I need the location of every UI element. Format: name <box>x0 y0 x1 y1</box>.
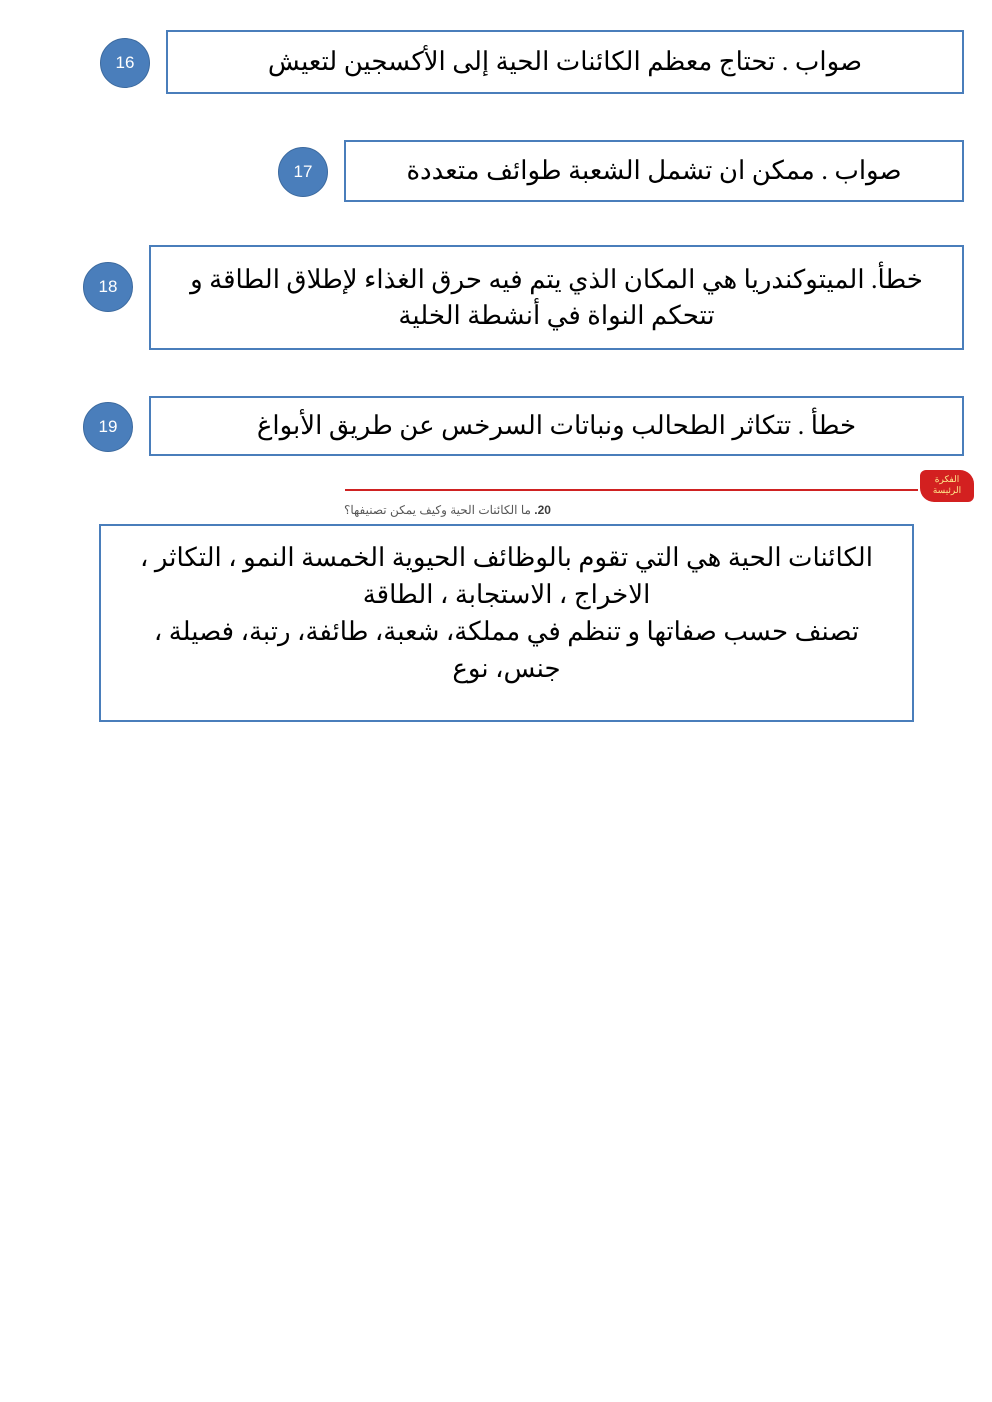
summary-line-1: الكائنات الحية هي التي تقوم بالوظائف الحيوية الخمسة النمو ، التكاثر ، الاخراج ، الاستجابة ، الطاقة <box>140 543 873 609</box>
main-idea-seal-icon <box>920 470 974 502</box>
question-number-badge: 16 <box>100 38 150 88</box>
answer-text-box: صواب . ممكن ان تشمل الشعبة طوائف متعددة <box>344 140 964 202</box>
question-number-badge: 18 <box>83 262 133 312</box>
answer-row <box>100 30 964 94</box>
seal-line-2: الرئيسة <box>932 485 962 495</box>
seal-line-1: الفكرة <box>934 474 960 484</box>
question-number-badge: 17 <box>278 147 328 197</box>
question-number-badge: 19 <box>83 402 133 452</box>
red-divider <box>345 489 918 491</box>
summary-line-2: تصنف حسب صفاتها و تنظم في مملكة، شعبة، طائفة، رتبة، فصيلة ، جنس، نوع <box>153 616 860 683</box>
summary-answer-box <box>99 524 914 722</box>
answer-row <box>278 140 964 202</box>
question-number: 20. <box>534 503 551 517</box>
main-idea-question <box>344 503 914 517</box>
answer-text-box: خطأ . تتكاثر الطحالب ونباتات السرخس عن طريق الأبواغ <box>149 396 964 456</box>
question-text: ما الكائنات الحية وكيف يمكن تصنيفها؟ <box>344 503 531 517</box>
answer-text-box: خطأ. الميتوكندريا هي المكان الذي يتم فيه حرق الغذاء لإطلاق الطاقة و تتحكم النواة في أنشطة الخلية <box>149 245 964 350</box>
answer-row <box>83 245 964 350</box>
answer-text-box: صواب . تحتاج معظم الكائنات الحية إلى الأكسجين لتعيش <box>166 30 964 94</box>
main-idea-marker <box>914 470 974 506</box>
answer-row <box>83 396 964 456</box>
